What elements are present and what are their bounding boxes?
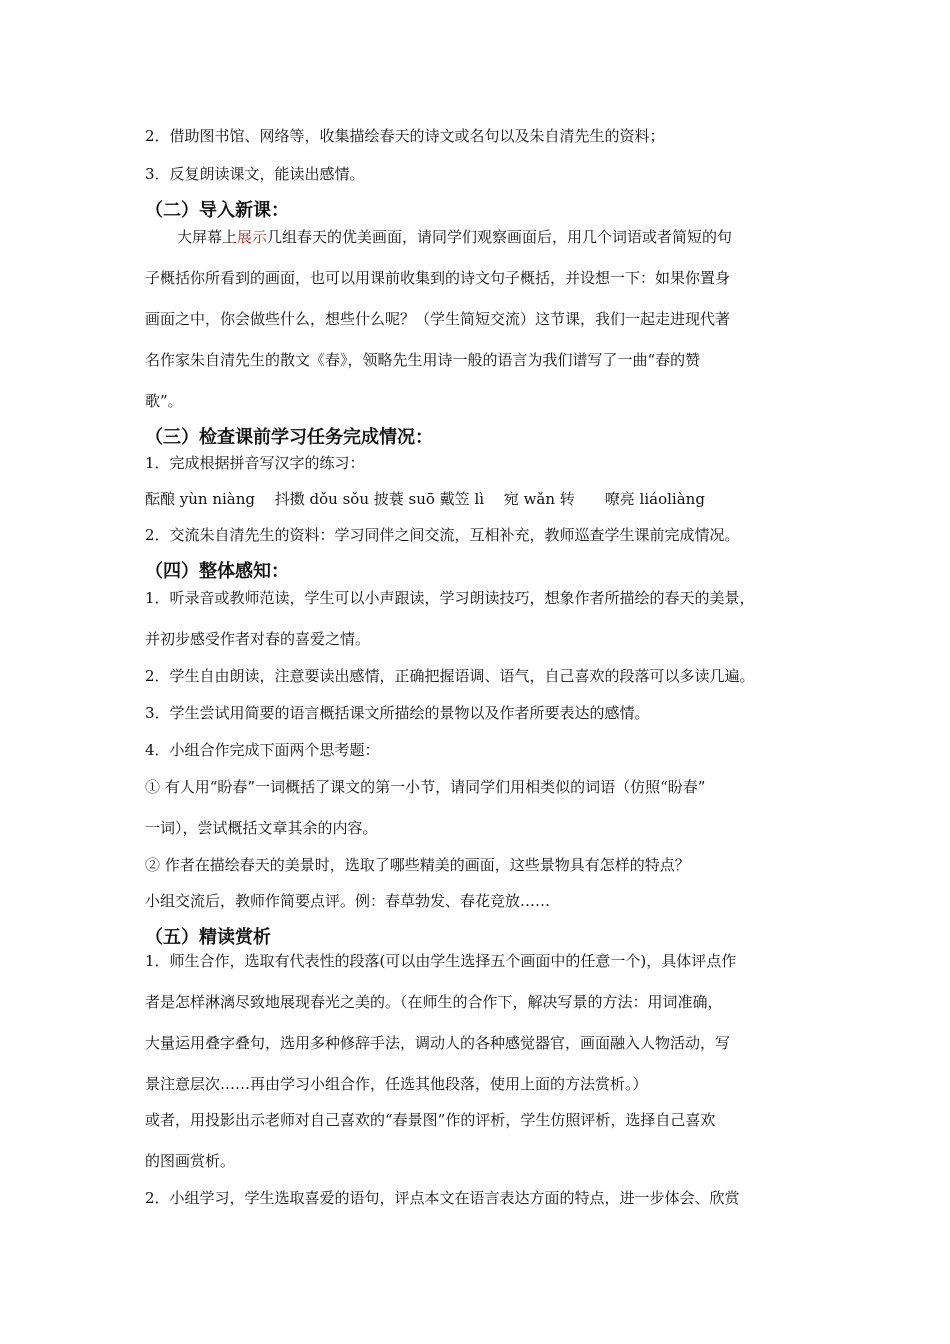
section-5-heading: （五）精读赏析 xyxy=(145,927,271,948)
p1-highlight: 展示 xyxy=(237,228,268,246)
section-4-item-1-line-1: 1．听录音或教师范读，学生可以小声跟读，学习朗读技巧，想象作者所描绘的春天的美景， xyxy=(145,589,755,607)
section-2-paragraph-line-4: 名作家朱自清先生的散文《春》，领略先生用诗一般的语言为我们谱写了一曲“春的赞 xyxy=(145,351,701,369)
section-4-item-2: 2．学生自由朗读，注意要读出感情，正确把握语调、语气，自己喜欢的段落可以多读几遍。 xyxy=(145,667,755,685)
section-2-paragraph-line-5: 歌”。 xyxy=(145,392,183,410)
section-5-item-1-line-3: 大量运用叠字叠句，选用多种修辞手法，调动人的各种感觉器官，画面融入人物活动，写 xyxy=(145,1034,731,1052)
section-5-item-1-line-4: 景注意层次……再由学习小组合作，任选其他段落，使用上面的方法赏析。） xyxy=(145,1075,648,1093)
prep-item-2: 2．借助图书馆、网络等，收集描绘春天的诗文或名句以及朱自清先生的资料； xyxy=(145,127,665,145)
section-5-item-2: 2．小组学习，学生选取喜爱的语句，评点本文在语言表达方面的特点，进一步体会、欣赏 xyxy=(145,1189,740,1207)
section-2-paragraph-line-1 xyxy=(177,227,732,247)
question-1-line-2: 一词），尝试概括文章其余的内容。 xyxy=(145,819,378,837)
section-4-item-4: 4．小组合作完成下面两个思考题： xyxy=(145,741,380,759)
section-4-heading: （四）整体感知： xyxy=(145,561,289,582)
question-2: ② 作者在描绘春天的美景时，选取了哪些精美的画面，这些景物具有怎样的特点？ xyxy=(145,856,690,874)
pinyin-exercise: 酝酿 yùn niàng 抖擞 dǒu sǒu 披蓑 suō 戴笠 lì 宛 wǎn 转 嘹亮 liáoliàng xyxy=(145,490,705,508)
section-2-paragraph-line-2: 子概括你所看到的画面，也可以用课前收集到的诗文句子概括，并设想一下：如果你置身 xyxy=(145,269,731,287)
section-4-item-3: 3．学生尝试用简要的语言概括课文所描绘的景物以及作者所要表达的感情。 xyxy=(145,704,650,722)
p1-text-a: 大屏幕上 xyxy=(177,228,238,246)
section-3-item-2: 2．交流朱自清先生的资料：学习同伴之间交流，互相补充，教师巡查学生课前完成情况。 xyxy=(145,526,740,544)
question-1-line-1: ① 有人用“盼春”一词概括了课文的第一小节，请同学们用相类似的词语（仿照“盼春” xyxy=(145,778,706,796)
section-5-alternative-line-2: 的图画赏析。 xyxy=(145,1152,236,1170)
section-5-item-1-line-1: 1．师生合作，选取有代表性的段落(可以由学生选择五个画面中的任意一个)，具体评点作 xyxy=(145,952,737,970)
section-3-item-1: 1．完成根据拼音写汉字的练习： xyxy=(145,454,365,472)
prep-item-3: 3．反复朗读课文，能读出感情。 xyxy=(145,165,365,183)
section-4-item-1-line-2: 并初步感受作者对春的喜爱之情。 xyxy=(145,630,371,648)
section-3-heading: （三）检查课前学习任务完成情况： xyxy=(145,427,433,448)
section-5-alternative-line-1: 或者，用投影出示老师对自己喜欢的“春景图”作的评析，学生仿照评析，选择自己喜欢 xyxy=(145,1111,716,1129)
section-2-paragraph-line-3: 画面之中，你会做些什么，想些什么呢？（学生简短交流）这节课，我们一起走进现代著 xyxy=(145,310,731,328)
section-5-item-1-line-2: 者是怎样淋漓尽致地展现春光之美的。（在师生的合作下，解决写景的方法：用词准确， xyxy=(145,993,723,1011)
section-2-heading: （二）导入新课： xyxy=(145,200,289,221)
p1-text-b: 几组春天的优美画面，请同学们观察画面后，用几个词语或者简短的句 xyxy=(267,228,733,246)
section-4-summary: 小组交流后，教师作简要点评。例：春草勃发、春花竞放…… xyxy=(145,892,551,910)
